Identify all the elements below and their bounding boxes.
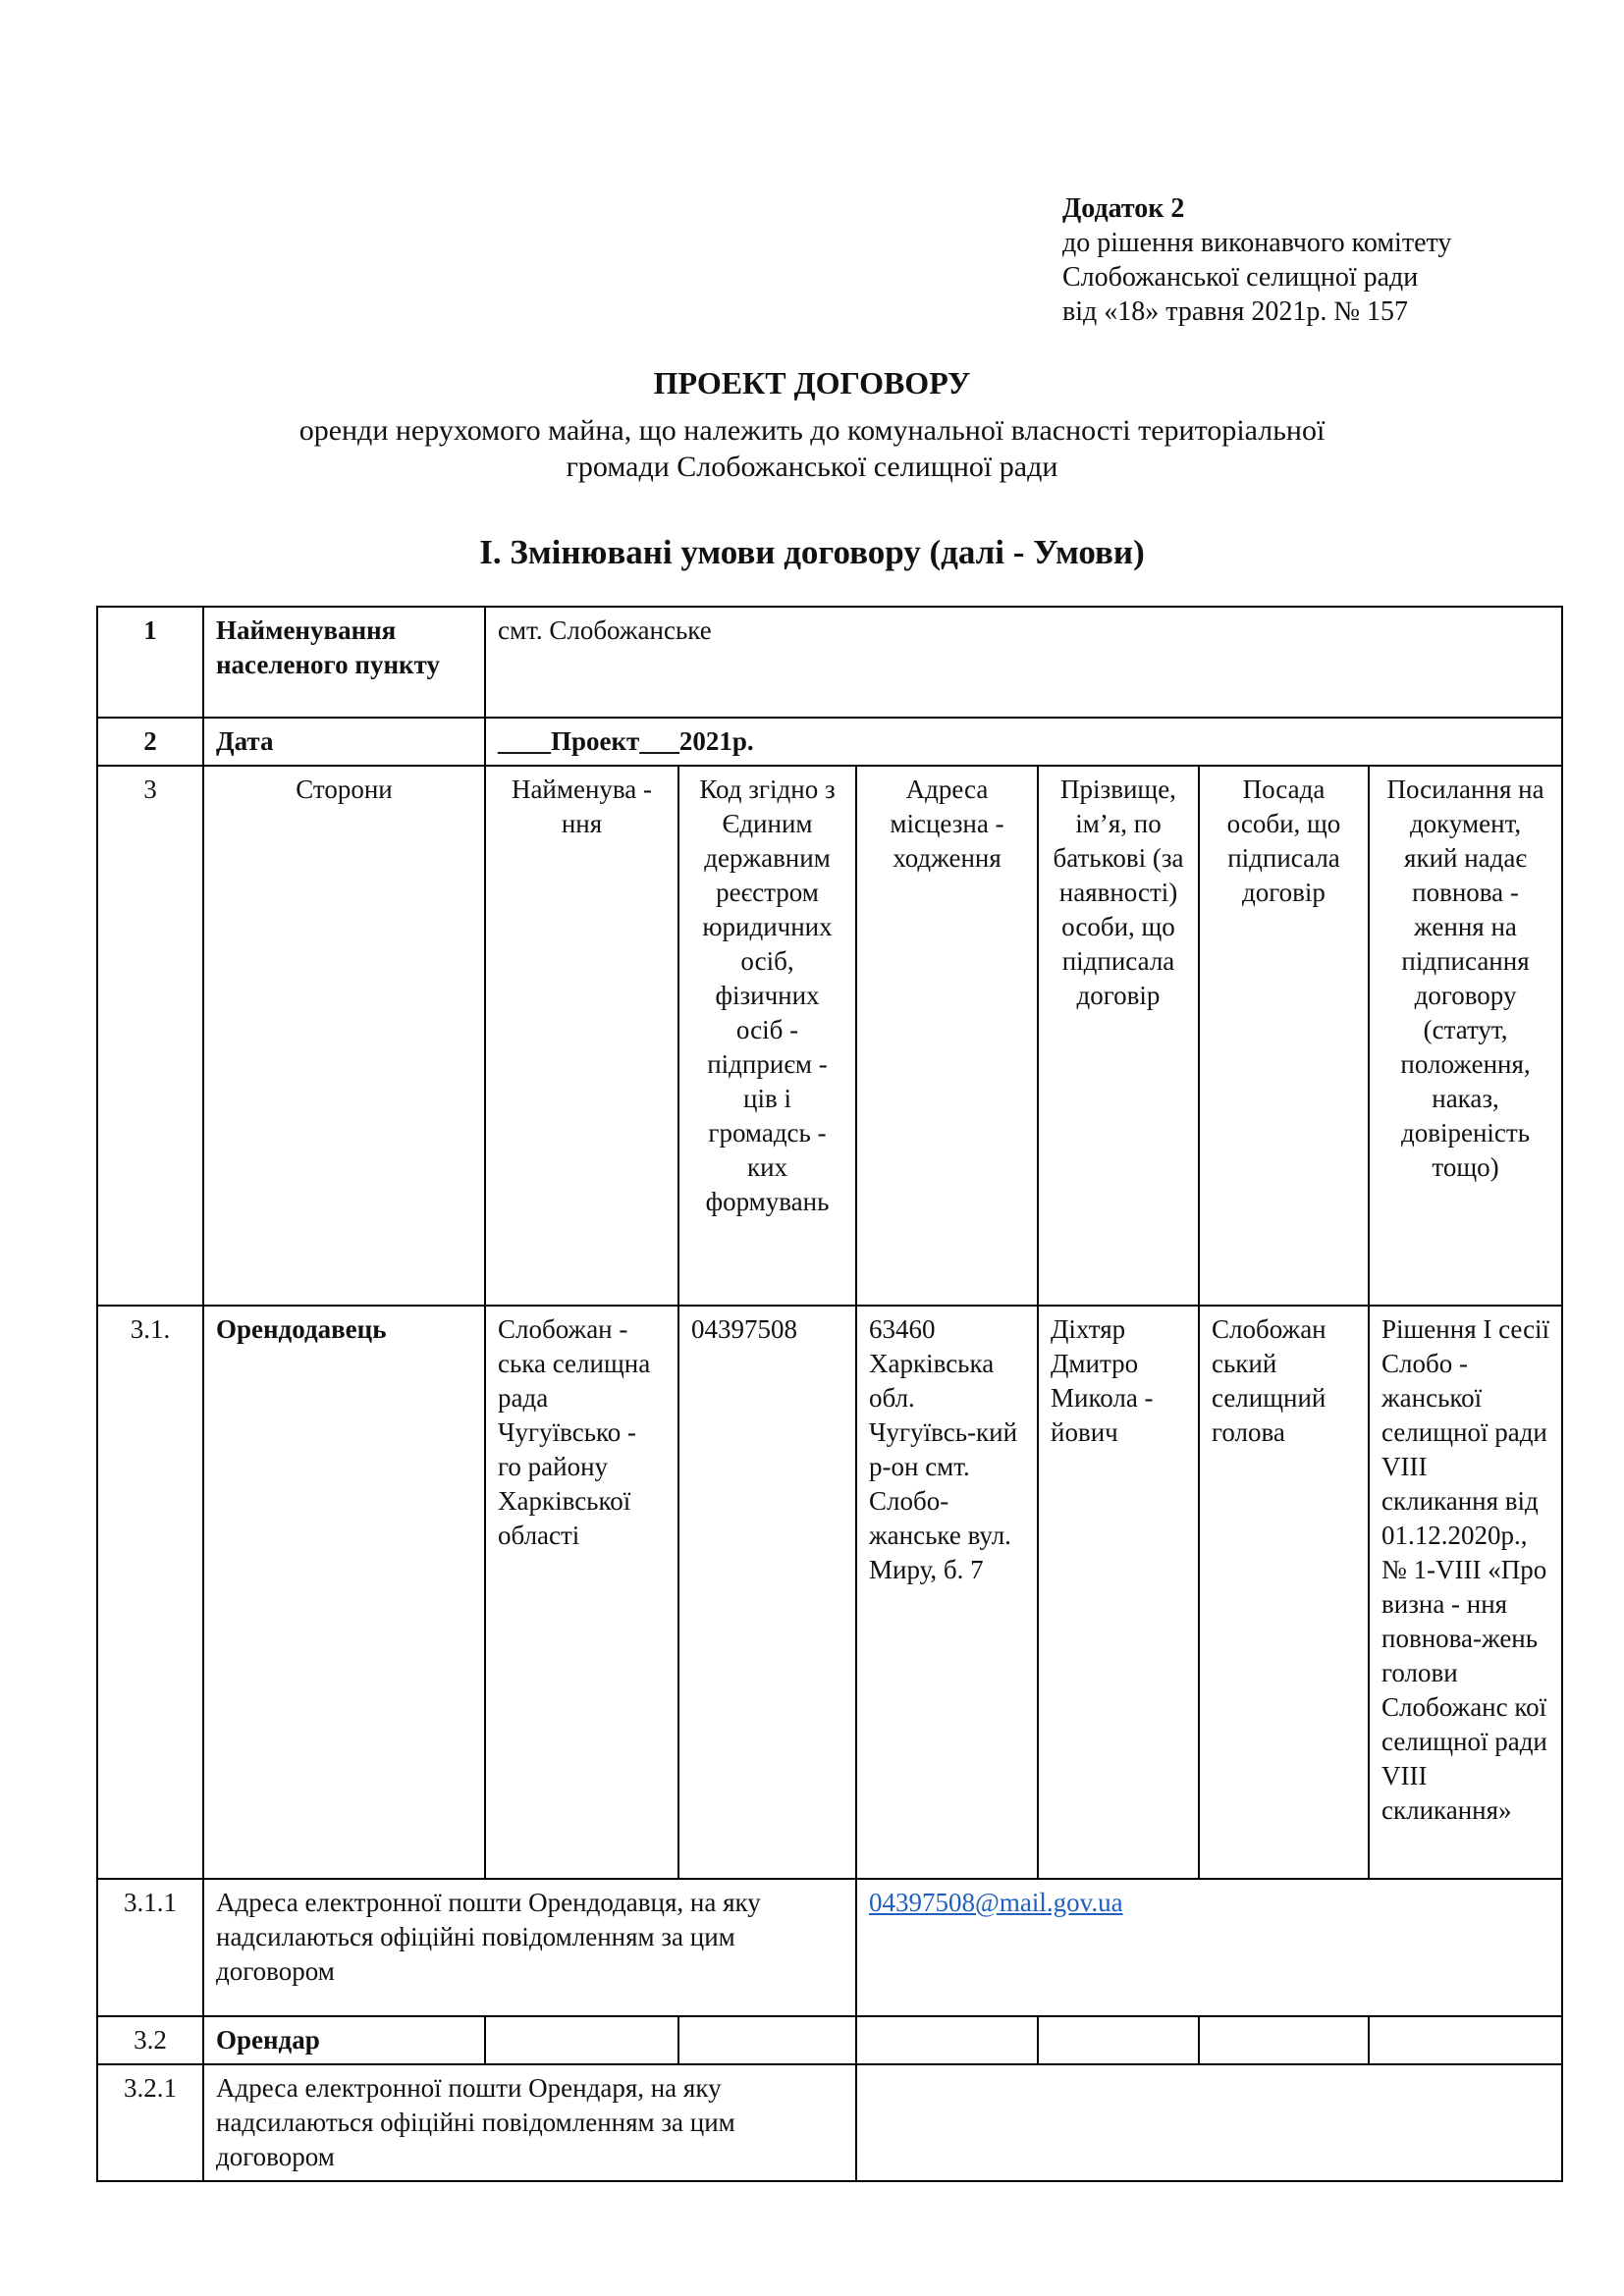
lessee-address: [856, 2016, 1038, 2064]
column-header-code: Код згідно з Єдиним державним реєстром юридичних осіб, фізичних осіб - підприєм - ців і громадсь - ких формувань: [678, 766, 856, 1306]
row-label: Адреса електронної пошти Орендаря, на яку надсилаються офіційні повідомленням за цим договором: [203, 2064, 856, 2181]
lessor-name: Слобожан - ська селищна рада Чугуївсько - го району Харківської області: [485, 1306, 678, 1879]
column-header-person: Прізвище, ім’я, по батькові (за наявності) особи, що підписала договір: [1038, 766, 1199, 1306]
annex-line-3: від «18» травня 2021р. № 157: [1062, 296, 1409, 327]
column-header-name: Найменува - ння: [485, 766, 678, 1306]
table-row: [97, 1306, 1562, 1879]
row-number: 3.1.: [97, 1306, 203, 1879]
row-label: Дата: [203, 718, 485, 766]
lessee-document: [1369, 2016, 1562, 2064]
table-row: [97, 1879, 1562, 2016]
row-label: Сторони: [203, 766, 485, 1306]
lessor-email-cell: [856, 1879, 1562, 2016]
lessor-position: Слобожан ський селищний голова: [1199, 1306, 1369, 1879]
lessee-position: [1199, 2016, 1369, 2064]
settlement-value: смт. Слобожанське: [485, 607, 1562, 718]
row-number: 1: [97, 607, 203, 718]
table-row: [97, 718, 1562, 766]
row-number: 3.2: [97, 2016, 203, 2064]
annex-title: Додаток 2: [1062, 193, 1185, 224]
lessee-name: [485, 2016, 678, 2064]
lessor-document: Рішення I сесії Слобо - жанської селищної ради VIII скликання від 01.12.2020р., № 1-VIII «Про визна - ння повнова-жень голови Слобожанс кої селищної ради VIII скликання»: [1369, 1306, 1562, 1879]
document-title: ПРОЕКТ ДОГОВОРУ: [653, 365, 971, 400]
row-label: Адреса електронної пошти Орендодавця, на яку надсилаються офіційні повідомленням за цим договором: [203, 1879, 856, 2016]
lessor-address: 63460 Харківська обл. Чугуївсь-кий р-он смт. Слобо-жанське вул. Миру, б. 7: [856, 1306, 1038, 1879]
lessor-email-link[interactable]: 04397508@mail.gov.ua: [869, 1888, 1123, 1917]
document-subtitle: [0, 412, 1624, 485]
date-value: ____Проект___2021р.: [485, 718, 1562, 766]
lessee-code: [678, 2016, 856, 2064]
lessee-email-cell: [856, 2064, 1562, 2181]
lessee-person: [1038, 2016, 1199, 2064]
table-row: [97, 2016, 1562, 2064]
column-header-position: Посада особи, що підписала договір: [1199, 766, 1369, 1306]
row-number: 3.1.1: [97, 1879, 203, 2016]
row-label: Орендар: [203, 2016, 485, 2064]
annex-block: [1062, 191, 1451, 329]
annex-line-1: до рішення виконавчого комітету: [1062, 228, 1452, 258]
row-number: 3.2.1: [97, 2064, 203, 2181]
row-number: 3: [97, 766, 203, 1306]
table-row: [97, 607, 1562, 718]
row-number: 2: [97, 718, 203, 766]
lessor-code: 04397508: [678, 1306, 856, 1879]
row-label: Орендодавець: [203, 1306, 485, 1879]
table-row: [97, 766, 1562, 1306]
annex-line-2: Слобожанської селищної ради: [1062, 262, 1419, 293]
subtitle-line-1: оренди нерухомого майна, що належить до комунальної власності територіальної: [298, 414, 1326, 447]
table-row: [97, 2064, 1562, 2181]
section-title: I. Змінювані умови договору (далі - Умови): [479, 533, 1145, 571]
column-header-address: Адреса місцезна - ходження: [856, 766, 1038, 1306]
subtitle-line-2: громади Слобожанської селищної ради: [566, 451, 1058, 483]
row-label: Найменування населеного пункту: [203, 607, 485, 718]
lessor-person: Діхтяр Дмитро Микола - йович: [1038, 1306, 1199, 1879]
column-header-document: Посилання на документ, який надає повнова - ження на підписання договору (статут, положення, наказ, довіреність тощо): [1369, 766, 1562, 1306]
conditions-table: [96, 606, 1563, 2182]
